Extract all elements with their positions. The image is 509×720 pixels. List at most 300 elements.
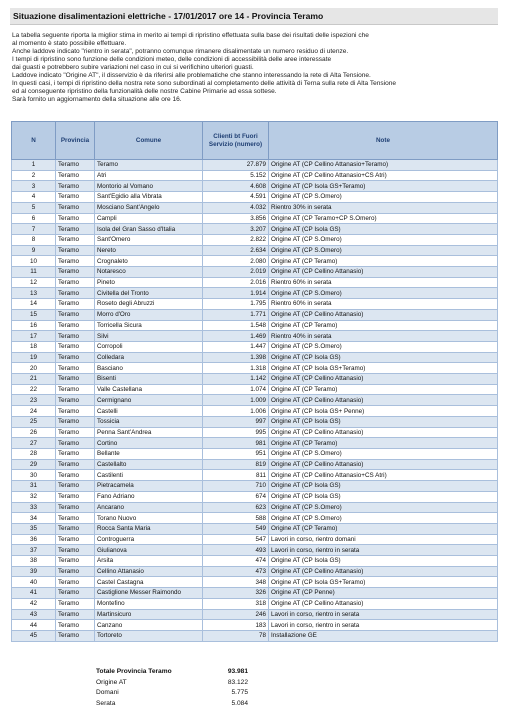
header-provincia: Provincia [56,122,95,160]
cell-clienti: 318 [203,598,269,609]
cell-provincia: Teramo [56,577,95,588]
cell-comune: Cermignano [95,395,203,406]
cell-n: 42 [12,598,56,609]
table-row [12,267,498,278]
cell-note: Origine AT (CP Cellino Attanasio) [269,598,498,609]
cell-note: Origine AT (CP Isola GS+Teramo) [269,363,498,374]
table-row [12,288,498,299]
table-row [12,502,498,513]
cell-comune: Roseto degli Abruzzi [95,299,203,310]
table-row [12,545,498,556]
cell-clienti: 2.634 [203,245,269,256]
cell-provincia: Teramo [56,502,95,513]
cell-provincia: Teramo [56,170,95,181]
cell-n: 43 [12,609,56,620]
cell-note: Origine AT (CP Teramo) [269,523,498,534]
table-row [12,309,498,320]
table-row [12,416,498,427]
cell-clienti: 183 [203,620,269,631]
cell-provincia: Teramo [56,566,95,577]
totals-row [96,688,256,699]
cell-n: 11 [12,267,56,278]
cell-provincia: Teramo [56,588,95,599]
intro-line: Laddove indicato "Origine AT", il disservizio è da riferirsi alle problematiche che stanno interessando la rete di Alta Tensione. [12,72,371,80]
cell-provincia: Teramo [56,352,95,363]
cell-n: 7 [12,224,56,235]
cell-comune: Bisenti [95,374,203,385]
table-row [12,459,498,470]
cell-note: Origine AT (CP Cellino Attanasio) [269,427,498,438]
cell-provincia: Teramo [56,523,95,534]
cell-clienti: 78 [203,630,269,641]
cell-provincia: Teramo [56,277,95,288]
cell-note: Rientro 60% in serata [269,299,498,310]
cell-clienti: 1.469 [203,331,269,342]
cell-provincia: Teramo [56,384,95,395]
table-row [12,588,498,599]
cell-provincia: Teramo [56,341,95,352]
cell-provincia: Teramo [56,363,95,374]
cell-clienti: 623 [203,502,269,513]
cell-note: Origine AT (CP Isola GS+ Penne) [269,406,498,417]
cell-note: Origine AT (CP Cellino Attanasio) [269,374,498,385]
cell-clienti: 1.548 [203,320,269,331]
cell-comune: Basciano [95,363,203,374]
totals-label: Domani [96,689,119,696]
cell-n: 19 [12,352,56,363]
cell-comune: Arsita [95,556,203,567]
table-row [12,234,498,245]
cell-note: Origine AT (CP Teramo) [269,438,498,449]
cell-clienti: 1.398 [203,352,269,363]
table-row [12,277,498,288]
cell-comune: Castel Castagna [95,577,203,588]
table-row [12,534,498,545]
cell-comune: Sant'Omero [95,234,203,245]
cell-note: Origine AT (CP Penne) [269,588,498,599]
totals-row [96,678,256,689]
table-row [12,620,498,631]
cell-comune: Teramo [95,160,203,171]
cell-comune: Crognaleto [95,256,203,267]
intro-line: In questi casi, i tempi di ripristino della nostra rete sono subordinati al completamento delle attività di Terna sulla rete di Alta Tensione [12,80,397,88]
totals-value: 5.084 [231,699,248,707]
cell-n: 40 [12,577,56,588]
cell-n: 21 [12,374,56,385]
cell-n: 10 [12,256,56,267]
cell-note: Origine AT (CP S.Omero) [269,448,498,459]
table-row [12,192,498,203]
cell-note: Origine AT (CP Cellino Attanasio) [269,566,498,577]
cell-clienti: 4.608 [203,181,269,192]
cell-note: Origine AT (CP Teramo+CP S.Omero) [269,213,498,224]
cell-provincia: Teramo [56,374,95,385]
cell-clienti: 951 [203,448,269,459]
cell-comune: Campli [95,213,203,224]
cell-provincia: Teramo [56,630,95,641]
cell-comune: Cellino Attanasio [95,566,203,577]
cell-note: Origine AT (CP Isola GS) [269,556,498,567]
cell-comune: Corropoli [95,341,203,352]
cell-note: Origine AT (CP Isola GS+Teramo) [269,181,498,192]
cell-clienti: 981 [203,438,269,449]
cell-clienti: 474 [203,556,269,567]
cell-clienti: 5.152 [203,170,269,181]
cell-note: Rientro 40% in serata [269,331,498,342]
cell-clienti: 2.080 [203,256,269,267]
cell-comune: Nereto [95,245,203,256]
cell-n: 35 [12,523,56,534]
table-row [12,395,498,406]
cell-comune: Tortoreto [95,630,203,641]
intro-line: La tabella seguente riporta la miglior stima in merito ai tempi di ripristino effettuata sulla base dei risultati delle ispezioni che [12,32,369,39]
table-row [12,630,498,641]
cell-provincia: Teramo [56,534,95,545]
table-row [12,609,498,620]
cell-comune: Castelli [95,406,203,417]
intro-line: Anche laddove indicato "rientro in serata", potranno comunque rimanere disalimentate un numero residuo di utenze. [12,48,349,56]
cell-note: Lavori in corso, rientro in serata [269,545,498,556]
cell-provincia: Teramo [56,545,95,556]
table-row [12,374,498,385]
cell-clienti: 997 [203,416,269,427]
cell-n: 39 [12,566,56,577]
cell-comune: Rocca Santa Maria [95,523,203,534]
totals-label: Origine AT [96,678,127,686]
cell-provincia: Teramo [56,202,95,213]
table-row [12,491,498,502]
header-note: Note [269,122,498,160]
cell-clienti: 547 [203,534,269,545]
header-n: N [12,122,56,160]
cell-note: Origine AT (CP Teramo) [269,256,498,267]
cell-n: 20 [12,363,56,374]
cell-note: Lavori in corso, rientro in serata [269,620,498,631]
cell-n: 8 [12,234,56,245]
cell-provincia: Teramo [56,181,95,192]
cell-n: 4 [12,192,56,203]
totals-label: Serata [96,699,116,707]
cell-clienti: 1.142 [203,374,269,385]
cell-provincia: Teramo [56,459,95,470]
outage-table [11,121,498,642]
cell-note: Origine AT (CP Isola GS+Teramo) [269,577,498,588]
cell-note: Origine AT (CP S.Omero) [269,502,498,513]
cell-comune: Notaresco [95,267,203,278]
cell-clienti: 1.447 [203,341,269,352]
cell-note: Origine AT (CP S.Omero) [269,288,498,299]
intro-line: ed al conseguente ripristino della funzionalità delle nostre Cabine Primarie ad essa sottese. [12,88,277,96]
cell-comune: Colledara [95,352,203,363]
cell-comune: Silvi [95,331,203,342]
intro-text [12,32,498,104]
cell-n: 37 [12,545,56,556]
table-row [12,470,498,481]
cell-clienti: 710 [203,481,269,492]
cell-n: 36 [12,534,56,545]
cell-note: Origine AT (CP S.Omero) [269,245,498,256]
cell-provincia: Teramo [56,609,95,620]
cell-note: Origine AT (CP S.Omero) [269,513,498,524]
cell-comune: Bellante [95,448,203,459]
cell-n: 31 [12,481,56,492]
cell-note: Origine AT (CP Cellino Attanasio+CS Atri) [269,470,498,481]
cell-comune: Castellalto [95,459,203,470]
cell-n: 22 [12,384,56,395]
cell-note: Origine AT (CP Isola GS) [269,224,498,235]
table-row [12,320,498,331]
cell-provincia: Teramo [56,620,95,631]
table-row [12,181,498,192]
cell-provincia: Teramo [56,331,95,342]
table-row [12,523,498,534]
totals-value: 5.775 [231,689,248,696]
table-row [12,598,498,609]
cell-comune: Ancarano [95,502,203,513]
table-row [12,341,498,352]
cell-n: 17 [12,331,56,342]
cell-note: Origine AT (CP Isola GS) [269,352,498,363]
table-row [12,363,498,374]
cell-provincia: Teramo [56,267,95,278]
table-row [12,406,498,417]
cell-comune: Controguerra [95,534,203,545]
cell-provincia: Teramo [56,395,95,406]
cell-provincia: Teramo [56,470,95,481]
cell-clienti: 1.318 [203,363,269,374]
cell-provincia: Teramo [56,245,95,256]
cell-provincia: Teramo [56,224,95,235]
cell-clienti: 1.914 [203,288,269,299]
cell-n: 25 [12,416,56,427]
table-row [12,299,498,310]
table-row [12,427,498,438]
cell-clienti: 1.771 [203,309,269,320]
cell-note: Origine AT (CP Cellino Attanasio+Teramo) [269,160,498,171]
totals-row [96,699,256,710]
cell-n: 24 [12,406,56,417]
table-row [12,577,498,588]
table-row [12,566,498,577]
cell-clienti: 473 [203,566,269,577]
cell-comune: Valle Castellana [95,384,203,395]
table-row [12,331,498,342]
cell-comune: Giulianova [95,545,203,556]
cell-clienti: 326 [203,588,269,599]
cell-n: 12 [12,277,56,288]
cell-provincia: Teramo [56,491,95,502]
cell-clienti: 348 [203,577,269,588]
table-row [12,513,498,524]
cell-clienti: 4.032 [203,202,269,213]
table-row [12,170,498,181]
table-row [12,384,498,395]
cell-comune: Torricella Sicura [95,320,203,331]
cell-provincia: Teramo [56,448,95,459]
cell-n: 15 [12,309,56,320]
cell-n: 1 [12,160,56,171]
cell-provincia: Teramo [56,416,95,427]
cell-n: 41 [12,588,56,599]
cell-note: Origine AT (CP Teramo) [269,320,498,331]
cell-n: 45 [12,630,56,641]
cell-clienti: 674 [203,491,269,502]
cell-n: 28 [12,448,56,459]
cell-n: 5 [12,202,56,213]
cell-provincia: Teramo [56,481,95,492]
cell-n: 23 [12,395,56,406]
cell-n: 14 [12,299,56,310]
cell-note: Origine AT (CP S.Omero) [269,234,498,245]
cell-n: 32 [12,491,56,502]
cell-comune: Morro d'Oro [95,309,203,320]
cell-note: Origine AT (CP Isola GS) [269,491,498,502]
cell-comune: Castilenti [95,470,203,481]
cell-clienti: 995 [203,427,269,438]
totals-value: 93.981 [227,668,248,675]
table-row [12,481,498,492]
cell-comune: Isola del Gran Sasso d'Italia [95,224,203,235]
cell-comune: Penna Sant'Andrea [95,427,203,438]
cell-provincia: Teramo [56,598,95,609]
cell-clienti: 493 [203,545,269,556]
cell-provincia: Teramo [56,234,95,245]
intro-line: dai guasti e potrebbero subire variazioni nel caso in cui si verifichino ulteriori guasti. [12,64,254,72]
cell-note: Origine AT (CP Teramo) [269,384,498,395]
table-row [12,438,498,449]
cell-note: Rientro 60% in serata [269,277,498,288]
table-row [12,448,498,459]
intro-line: Sarà fornito un aggiornamento della situazione alle ore 16. [12,96,182,104]
header-clienti: Clienti bt Fuori Servizio (numero) [203,122,269,160]
cell-note: Origine AT (CP Isola GS) [269,416,498,427]
cell-provincia: Teramo [56,556,95,567]
cell-n: 6 [12,213,56,224]
cell-clienti: 2.019 [203,267,269,278]
cell-clienti: 588 [203,513,269,524]
cell-provincia: Teramo [56,256,95,267]
cell-comune: Tossicia [95,416,203,427]
intro-line: al momento è stato possibile effettuare. [12,40,127,48]
cell-provincia: Teramo [56,438,95,449]
cell-clienti: 1.009 [203,395,269,406]
cell-n: 44 [12,620,56,631]
cell-comune: Civitella del Tronto [95,288,203,299]
cell-comune: Fano Adriano [95,491,203,502]
cell-provincia: Teramo [56,299,95,310]
cell-n: 3 [12,181,56,192]
cell-provincia: Teramo [56,513,95,524]
cell-n: 18 [12,341,56,352]
cell-comune: Sant'Egidio alla Vibrata [95,192,203,203]
cell-provincia: Teramo [56,309,95,320]
totals-summary [96,667,256,709]
cell-provincia: Teramo [56,192,95,203]
cell-n: 2 [12,170,56,181]
cell-clienti: 4.591 [203,192,269,203]
cell-n: 29 [12,459,56,470]
header-comune: Comune [95,122,203,160]
cell-n: 26 [12,427,56,438]
cell-note: Lavori in corso, rientro in serata [269,609,498,620]
table-row [12,352,498,363]
cell-clienti: 1.795 [203,299,269,310]
cell-comune: Torano Nuovo [95,513,203,524]
cell-comune: Martinsicuro [95,609,203,620]
cell-note: Origine AT (CP S.Omero) [269,341,498,352]
cell-clienti: 3.856 [203,213,269,224]
intro-line: I tempi di ripristino sono funzione delle condizioni meteo, delle condizioni di accessibilità delle aree interessate [12,56,332,64]
cell-n: 33 [12,502,56,513]
page-title: Situazione disalimentazioni elettriche - 17/01/2017 ore 14 - Provincia Teramo [10,8,498,25]
cell-n: 38 [12,556,56,567]
cell-n: 16 [12,320,56,331]
cell-provincia: Teramo [56,288,95,299]
table-row [12,202,498,213]
cell-comune: Pietracamela [95,481,203,492]
cell-note: Origine AT (CP Cellino Attanasio+CS Atri) [269,170,498,181]
cell-comune: Canzano [95,620,203,631]
cell-n: 27 [12,438,56,449]
cell-note: Installazione GE [269,630,498,641]
table-row [12,256,498,267]
cell-note: Origine AT (CP Cellino Attanasio) [269,309,498,320]
cell-clienti: 2.016 [203,277,269,288]
table-header-row [12,122,498,160]
cell-n: 13 [12,288,56,299]
cell-provincia: Teramo [56,320,95,331]
cell-clienti: 811 [203,470,269,481]
cell-note: Origine AT (CP S.Omero) [269,192,498,203]
cell-provincia: Teramo [56,427,95,438]
cell-clienti: 2.822 [203,234,269,245]
cell-comune: Atri [95,170,203,181]
cell-comune: Cortino [95,438,203,449]
cell-note: Origine AT (CP Cellino Attanasio) [269,395,498,406]
cell-note: Lavori in corso, rientro domani [269,534,498,545]
table-row [12,160,498,171]
cell-note: Origine AT (CP Cellino Attanasio) [269,459,498,470]
cell-provincia: Teramo [56,406,95,417]
cell-note: Rientro 30% in serata [269,202,498,213]
table-row [12,213,498,224]
cell-n: 34 [12,513,56,524]
cell-comune: Pineto [95,277,203,288]
cell-comune: Montorio al Vomano [95,181,203,192]
cell-clienti: 3.207 [203,224,269,235]
cell-note: Origine AT (CP Isola GS) [269,481,498,492]
cell-clienti: 246 [203,609,269,620]
totals-value: 83.122 [227,678,248,686]
cell-n: 9 [12,245,56,256]
totals-row [96,667,256,678]
table-row [12,245,498,256]
cell-provincia: Teramo [56,160,95,171]
cell-clienti: 1.006 [203,406,269,417]
cell-comune: Montefino [95,598,203,609]
cell-clienti: 819 [203,459,269,470]
cell-clienti: 549 [203,523,269,534]
cell-comune: Castiglione Messer Raimondo [95,588,203,599]
cell-n: 30 [12,470,56,481]
cell-clienti: 27.879 [203,160,269,171]
table-row [12,556,498,567]
cell-clienti: 1.074 [203,384,269,395]
cell-note: Origine AT (CP Cellino Attanasio) [269,267,498,278]
cell-provincia: Teramo [56,213,95,224]
table-row [12,224,498,235]
totals-label: Totale Provincia Teramo [96,668,172,675]
